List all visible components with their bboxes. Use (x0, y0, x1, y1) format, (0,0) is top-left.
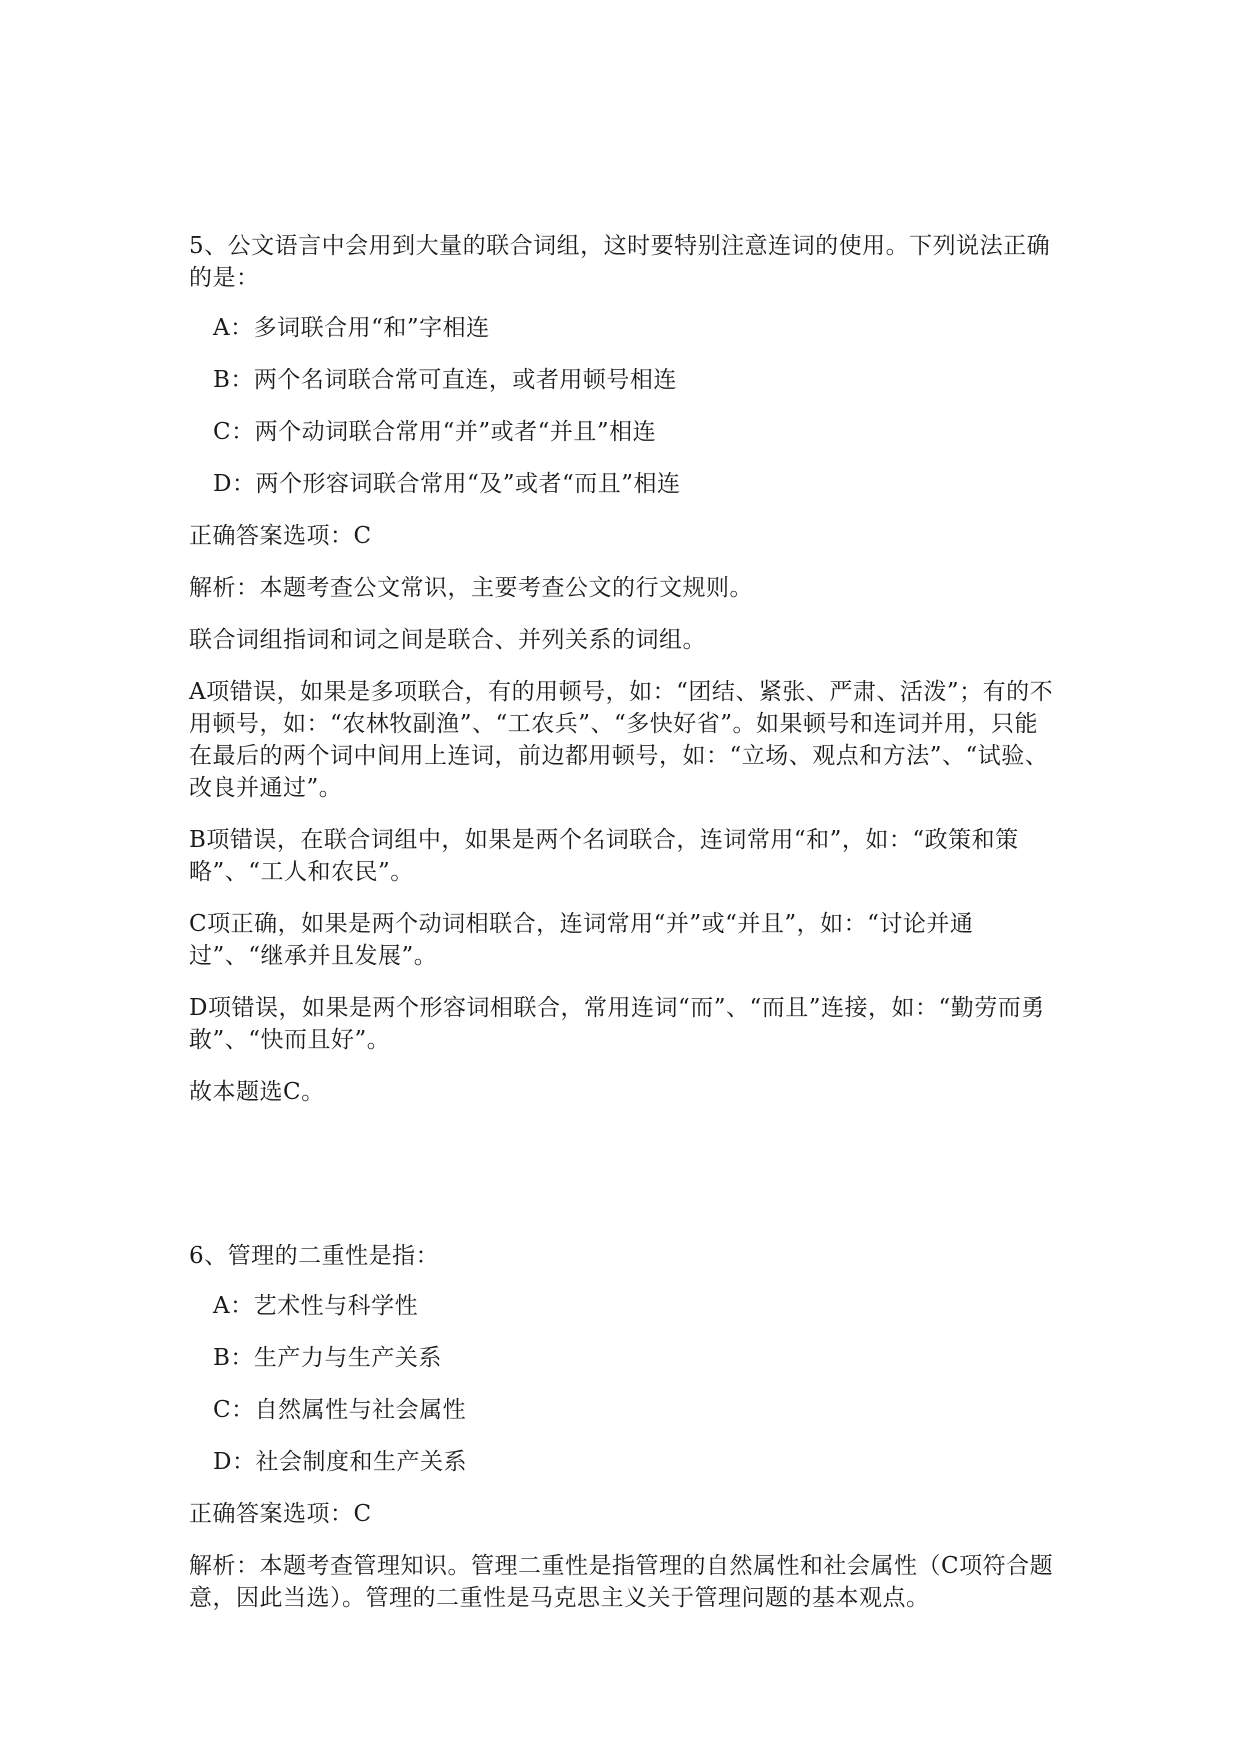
option-d: D：社会制度和生产关系 (213, 1449, 467, 1475)
option-b: B：两个名词联合常可直连，或者用顿号相连 (213, 367, 677, 393)
question-5 (189, 230, 1059, 1108)
explanation-paragraph: 解析：本题考查管理知识。管理二重性是指管理的自然属性和社会属性（C项符合题意，因此当选）。管理的二重性是马克思主义关于管理问题的基本观点。 (189, 1553, 1054, 1611)
explanation-paragraph: C项正确，如果是两个动词相联合，连词常用“并”或“并且”，如：“讨论并通过”、“继承并且发展”。 (189, 911, 974, 969)
option-a: A：艺术性与科学性 (213, 1293, 419, 1319)
explanation-paragraph: A项错误，如果是多项联合，有的用顿号，如：“团结、紧张、严肃、活泼”；有的不用顿号，如：“农林牧副渔”、“工农兵”、“多快好省”。如果顿号和连词并用，只能在最后的两个词中间用上连词，前边都用顿号，如：“立场、观点和方法”、“试验、改良并通过”。 (189, 679, 1054, 801)
option-b: B：生产力与生产关系 (213, 1345, 442, 1371)
section-spacer (189, 1108, 1059, 1240)
explanation-paragraph: B项错误，在联合词组中，如果是两个名词联合，连词常用“和”，如：“政策和策略”、“工人和农民”。 (189, 827, 1019, 885)
question-6 (189, 1240, 1059, 1614)
option-a: A：多词联合用“和”字相连 (213, 315, 490, 341)
option-c: C：自然属性与社会属性 (213, 1397, 467, 1423)
document-page (189, 230, 1059, 1614)
option-d: D：两个形容词联合常用“及”或者“而且”相连 (213, 471, 681, 497)
explanation-paragraph: D项错误，如果是两个形容词相联合，常用连词“而”、“而且”连接，如：“勤劳而勇敢”、“快而且好”。 (189, 995, 1045, 1053)
option-c: C：两个动词联合常用“并”或者“并且”相连 (213, 419, 657, 445)
correct-answer: 正确答案选项：C (189, 1501, 372, 1527)
explanation-paragraph: 联合词组指词和词之间是联合、并列关系的词组。 (189, 627, 706, 653)
question-title: 5、公文语言中会用到大量的联合词组，这时要特别注意连词的使用。下列说法正确的是： (189, 233, 1051, 291)
explanation-conclusion: 故本题选C。 (189, 1079, 325, 1105)
correct-answer: 正确答案选项：C (189, 523, 372, 549)
question-title: 6、管理的二重性是指： (189, 1243, 440, 1269)
explanation-paragraph: 解析：本题考查公文常识，主要考查公文的行文规则。 (189, 575, 753, 601)
